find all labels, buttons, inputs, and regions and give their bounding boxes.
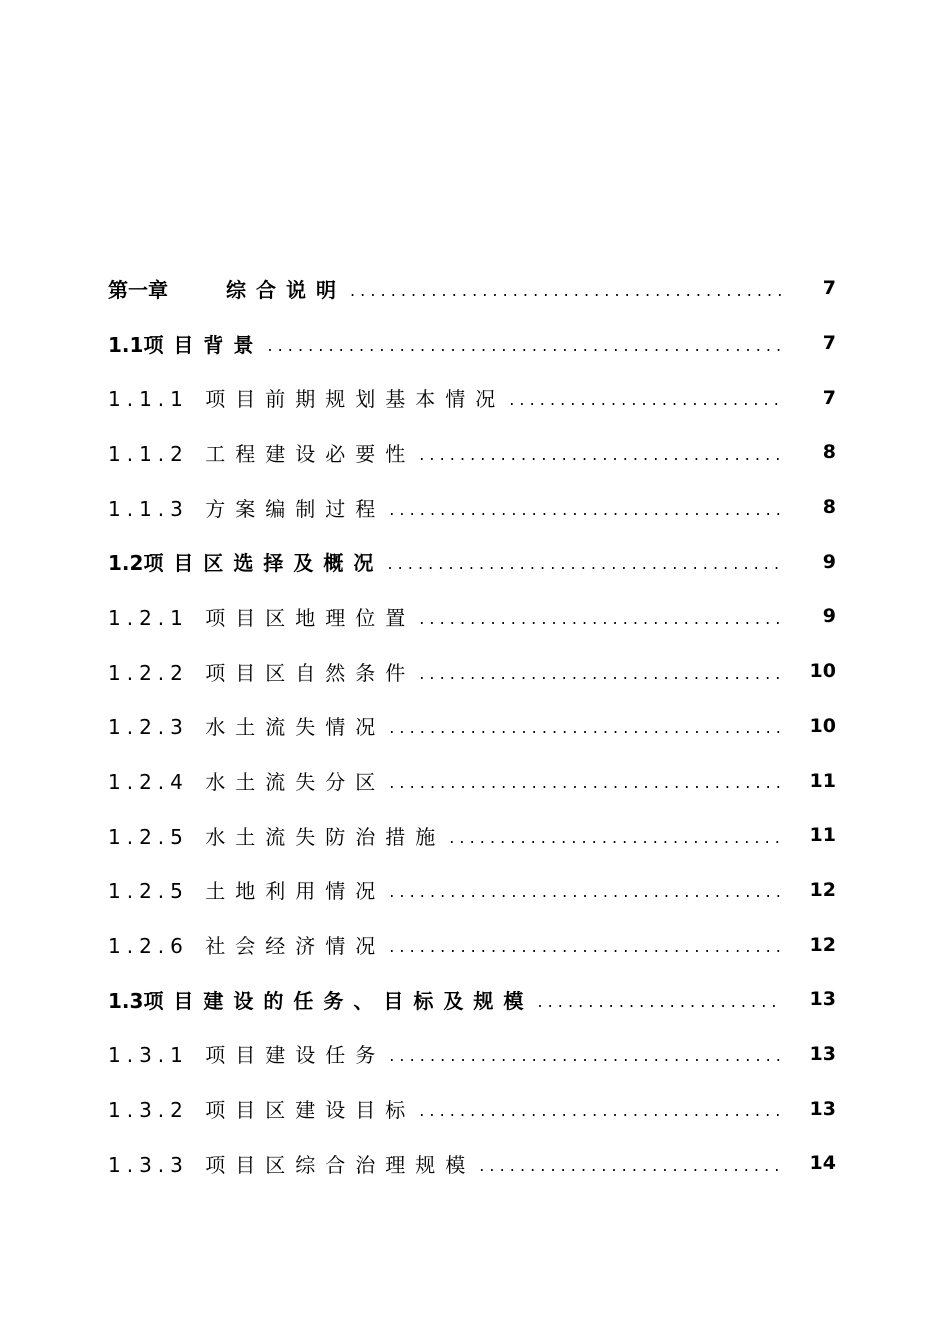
toc-entry[interactable] <box>108 753 836 808</box>
dot-leader <box>267 336 782 355</box>
entry-text: 水土流失情况 <box>205 715 386 740</box>
entry-text: 项目区建设目标 <box>205 1098 416 1123</box>
entry-title <box>108 930 385 959</box>
toc-entry[interactable] <box>108 1027 836 1082</box>
table-of-contents <box>108 261 836 1191</box>
entry-number: 1.2.5 <box>108 879 189 904</box>
page-number: 12 <box>809 878 836 901</box>
entry-text: 项目建设任务 <box>205 1043 386 1068</box>
entry-title <box>108 875 385 904</box>
dot-leader <box>419 1101 782 1120</box>
entry-text: 项目建设的任务、目标及规模 <box>143 988 534 1013</box>
page-number: 13 <box>809 1042 836 1065</box>
entry-number: 1.2.1 <box>108 605 189 630</box>
dot-leader <box>479 1156 782 1175</box>
dot-leader <box>389 500 782 519</box>
dot-leader <box>389 1046 782 1065</box>
dot-leader <box>537 992 782 1011</box>
page-number: 8 <box>822 441 836 464</box>
entry-text: 方案编制过程 <box>205 496 386 521</box>
dot-leader <box>419 445 782 464</box>
page-number: 10 <box>809 714 836 737</box>
page-number: 7 <box>822 332 836 355</box>
toc-entry[interactable] <box>108 534 836 589</box>
entry-number: 1.1 <box>108 332 144 357</box>
dot-leader <box>509 390 782 409</box>
dot-leader <box>449 828 782 847</box>
dot-leader <box>419 609 782 628</box>
entry-title <box>108 547 383 576</box>
toc-entry[interactable] <box>108 316 836 371</box>
entry-title <box>108 1094 415 1123</box>
toc-entry[interactable] <box>108 699 836 754</box>
entry-title <box>108 1039 385 1068</box>
entry-number: 1.1.2 <box>108 441 189 466</box>
entry-number: 1.2.4 <box>108 770 189 795</box>
entry-text: 项目区地理位置 <box>205 605 416 630</box>
entry-number: 1.1.3 <box>108 496 189 521</box>
entry-number: 1.1.1 <box>108 387 189 412</box>
entry-text: 项目前期规划基本情况 <box>205 387 506 412</box>
toc-entry[interactable] <box>108 917 836 972</box>
dot-leader <box>387 554 782 573</box>
entry-title <box>108 383 505 412</box>
entry-text: 水土流失分区 <box>205 770 386 795</box>
entry-text: 项目背景 <box>143 332 264 357</box>
entry-title <box>108 821 445 850</box>
entry-text: 项目区综合治理规模 <box>205 1152 476 1177</box>
entry-title <box>108 438 415 467</box>
toc-entry[interactable] <box>108 370 836 425</box>
dot-leader <box>389 937 782 956</box>
page-number: 9 <box>822 605 836 628</box>
page-number: 12 <box>809 933 836 956</box>
entry-text: 项目区选择及概况 <box>143 551 384 576</box>
entry-text: 土地利用情况 <box>205 879 386 904</box>
page-number: 10 <box>809 660 836 683</box>
entry-text: 工程建设必要性 <box>205 441 416 466</box>
page-number: 7 <box>822 277 836 300</box>
entry-title <box>108 657 415 686</box>
entry-title <box>108 985 533 1014</box>
entry-title <box>108 493 385 522</box>
entry-number: 1.3 <box>108 988 144 1013</box>
entry-number: 1.2.5 <box>108 824 189 849</box>
entry-number: 第一章 <box>108 277 168 302</box>
toc-entry[interactable] <box>108 261 836 316</box>
entry-number: 1.2.2 <box>108 660 189 685</box>
page-number: 9 <box>822 550 836 573</box>
entry-number: 1.2.3 <box>108 715 189 740</box>
dot-leader <box>389 718 782 737</box>
toc-entry[interactable] <box>108 808 836 863</box>
entry-text: 项目区自然条件 <box>205 660 416 685</box>
entry-title <box>108 602 415 631</box>
toc-entry[interactable] <box>108 480 836 535</box>
entry-text: 社会经济情况 <box>205 934 386 959</box>
entry-title <box>108 766 385 795</box>
toc-entry[interactable] <box>108 644 836 699</box>
dot-leader <box>389 882 782 901</box>
page-number: 14 <box>809 1152 836 1175</box>
entry-text: 水土流失防治措施 <box>205 824 446 849</box>
toc-entry[interactable] <box>108 1136 836 1191</box>
entry-title <box>108 711 385 740</box>
page-number: 13 <box>809 988 836 1011</box>
dot-leader <box>389 773 782 792</box>
dot-leader <box>419 664 782 683</box>
page-number: 8 <box>822 496 836 519</box>
toc-entry[interactable] <box>108 972 836 1027</box>
toc-entry[interactable] <box>108 863 836 918</box>
toc-entry[interactable] <box>108 589 836 644</box>
entry-title <box>108 329 263 358</box>
page-number: 11 <box>809 769 836 792</box>
entry-title <box>108 1149 475 1178</box>
toc-entry[interactable] <box>108 425 836 480</box>
entry-number: 1.2 <box>108 551 144 576</box>
page-number: 13 <box>809 1097 836 1120</box>
page-number: 11 <box>809 824 836 847</box>
toc-entry[interactable] <box>108 1081 836 1136</box>
entry-title <box>108 274 346 303</box>
entry-number: 1.2.6 <box>108 934 189 959</box>
entry-number: 1.3.2 <box>108 1098 189 1123</box>
dot-leader <box>350 281 782 300</box>
entry-number: 1.3.1 <box>108 1043 189 1068</box>
page-number: 7 <box>822 386 836 409</box>
entry-number: 1.3.3 <box>108 1152 189 1177</box>
entry-text: 综合说明 <box>226 277 346 302</box>
